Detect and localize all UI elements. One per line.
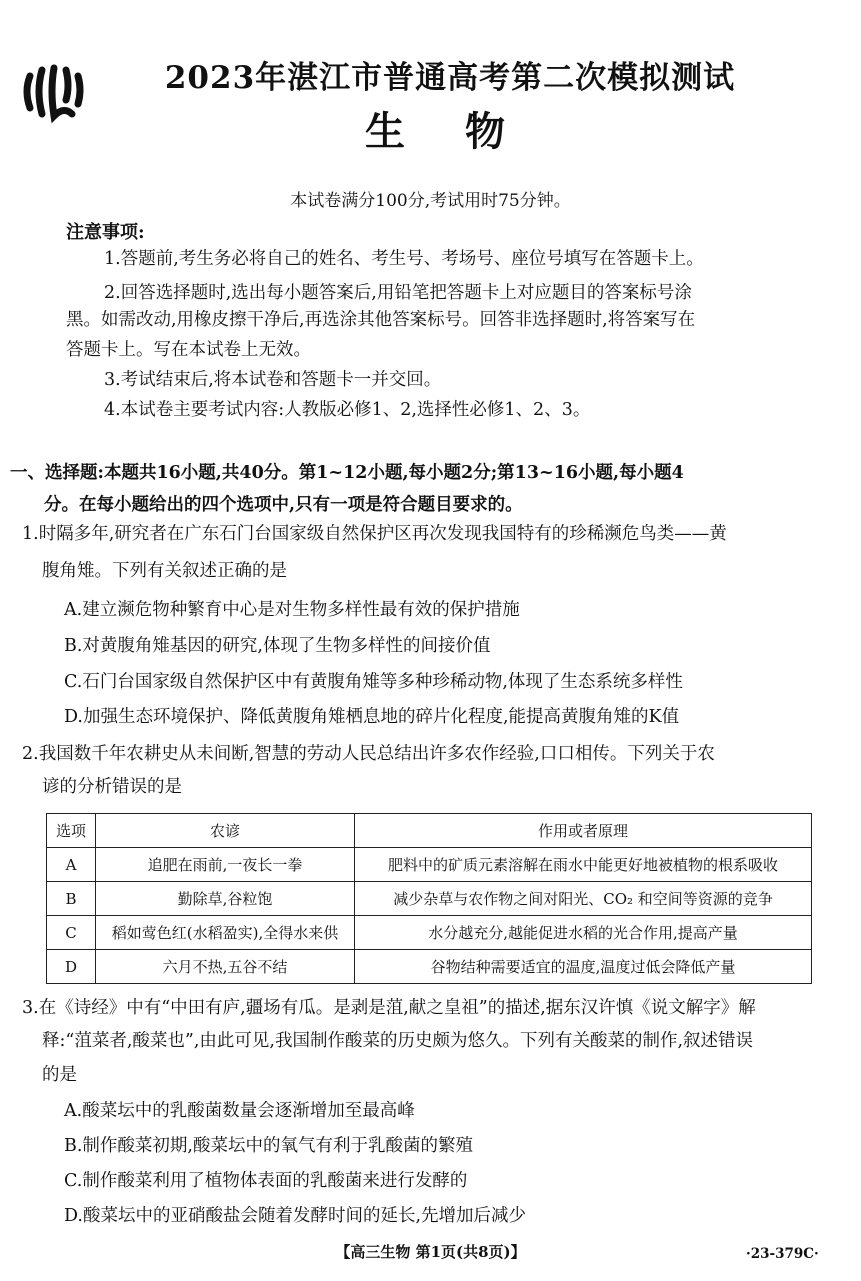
notice-line: 2.回答选择题时,选出每小题答案后,用铅笔把答题卡上对应题目的答案标号涂 bbox=[104, 283, 692, 303]
q1-stem: 1.时隔多年,研究者在广东石门台国家级自然保护区再次发现我国特有的珍稀濒危鸟类——黄 bbox=[22, 524, 727, 544]
exam-intro: 本试卷满分100分,考试用时75分钟。 bbox=[290, 191, 571, 211]
table-row bbox=[47, 916, 812, 950]
q1-option-d: D.加强生态环境保护、降低黄腹角雉栖息地的碎片化程度,能提高黄腹角雉的K值 bbox=[64, 707, 680, 727]
section-heading-line1: 一、选择题:本题共16小题,共40分。第1~12小题,每小题2分;第13~16小题,每小题4 bbox=[10, 463, 684, 483]
table-cell: 肥料中的矿质元素溶解在雨水中能更好地被植物的根系吸收 bbox=[355, 848, 812, 882]
section-heading-line2: 分。在每小题给出的四个选项中,只有一项是符合题目要求的。 bbox=[44, 495, 523, 515]
q3-stem: 释:“菹菜者,酸菜也”,由此可见,我国制作酸菜的历史颇为悠久。下列有关酸菜的制作,叙述错误 bbox=[42, 1031, 754, 1051]
q3-option-a: A.酸菜坛中的乳酸菌数量会逐渐增加至最高峰 bbox=[64, 1101, 415, 1121]
notice-line: 黑。如需改动,用橡皮擦干净后,再选涂其他答案标号。回答非选择题时,将答案写在 bbox=[66, 310, 696, 330]
notice-title: 注意事项: bbox=[66, 222, 145, 243]
table-cell: 谷物结种需要适宜的温度,温度过低会降低产量 bbox=[355, 950, 812, 984]
table-cell: 勤除草,谷粒饱 bbox=[96, 882, 355, 916]
notice-line: 1.答题前,考生务必将自己的姓名、考生号、考场号、座位号填写在答题卡上。 bbox=[104, 249, 704, 269]
q3-stem: 3.在《诗经》中有“中田有庐,疆场有瓜。是剥是菹,献之皇祖”的描述,据东汉许慎《说文解字》解 bbox=[22, 998, 756, 1018]
table-cell: 减少杂草与农作物之间对阳光、CO₂ 和空间等资源的竞争 bbox=[355, 882, 812, 916]
table-cell: C bbox=[47, 916, 96, 950]
exam-logo-icon bbox=[20, 56, 86, 126]
table-row bbox=[47, 950, 812, 984]
table-header: 农谚 bbox=[96, 814, 355, 848]
table-header: 作用或者原理 bbox=[355, 814, 812, 848]
exam-title: 2023年湛江市普通高考第二次模拟测试 bbox=[164, 60, 736, 96]
page-footer: 【高三生物 第1页(共8页)】 bbox=[335, 1243, 526, 1261]
q3-option-d: D.酸菜坛中的亚硝酸盐会随着发酵时间的延长,先增加后减少 bbox=[64, 1206, 527, 1226]
q1-option-c: C.石门台国家级自然保护区中有黄腹角雉等多种珍稀动物,体现了生态系统多样性 bbox=[64, 672, 683, 692]
notice-line: 4.本试卷主要考试内容:人教版必修1、2,选择性必修1、2、3。 bbox=[104, 400, 591, 420]
notice-line: 答题卡上。写在本试卷上无效。 bbox=[66, 340, 311, 360]
q3-stem: 的是 bbox=[42, 1065, 77, 1085]
subject-title: 生物 bbox=[365, 108, 565, 155]
q2-stem: 2.我国数千年农耕史从未间断,智慧的劳动人民总结出许多农作经验,口口相传。下列关于农 bbox=[22, 744, 715, 764]
table-row bbox=[47, 848, 812, 882]
q2-stem: 谚的分析错误的是 bbox=[42, 777, 182, 797]
table-cell: D bbox=[47, 950, 96, 984]
q1-option-a: A.建立濒危物种繁育中心是对生物多样性最有效的保护措施 bbox=[64, 600, 520, 620]
table-cell: 稻如莺色红(水稻盈实),全得水来供 bbox=[96, 916, 355, 950]
q1-stem: 腹角雉。下列有关叙述正确的是 bbox=[42, 561, 287, 581]
q2-table bbox=[46, 813, 812, 984]
table-cell: 水分越充分,越能促进水稻的光合作用,提高产量 bbox=[355, 916, 812, 950]
table-header: 选项 bbox=[47, 814, 96, 848]
notice-line: 3.考试结束后,将本试卷和答题卡一并交回。 bbox=[104, 370, 442, 390]
table-cell: 追肥在雨前,一夜长一拳 bbox=[96, 848, 355, 882]
table-cell: A bbox=[47, 848, 96, 882]
table-row bbox=[47, 882, 812, 916]
exam-code: ·23-379C· bbox=[746, 1246, 819, 1262]
q1-option-b: B.对黄腹角雉基因的研究,体现了生物多样性的间接价值 bbox=[64, 636, 491, 656]
table-header-row bbox=[47, 814, 812, 848]
q3-option-b: B.制作酸菜初期,酸菜坛中的氧气有利于乳酸菌的繁殖 bbox=[64, 1136, 473, 1156]
q3-option-c: C.制作酸菜利用了植物体表面的乳酸菌来进行发酵的 bbox=[64, 1171, 468, 1191]
table-cell: B bbox=[47, 882, 96, 916]
table-cell: 六月不热,五谷不结 bbox=[96, 950, 355, 984]
